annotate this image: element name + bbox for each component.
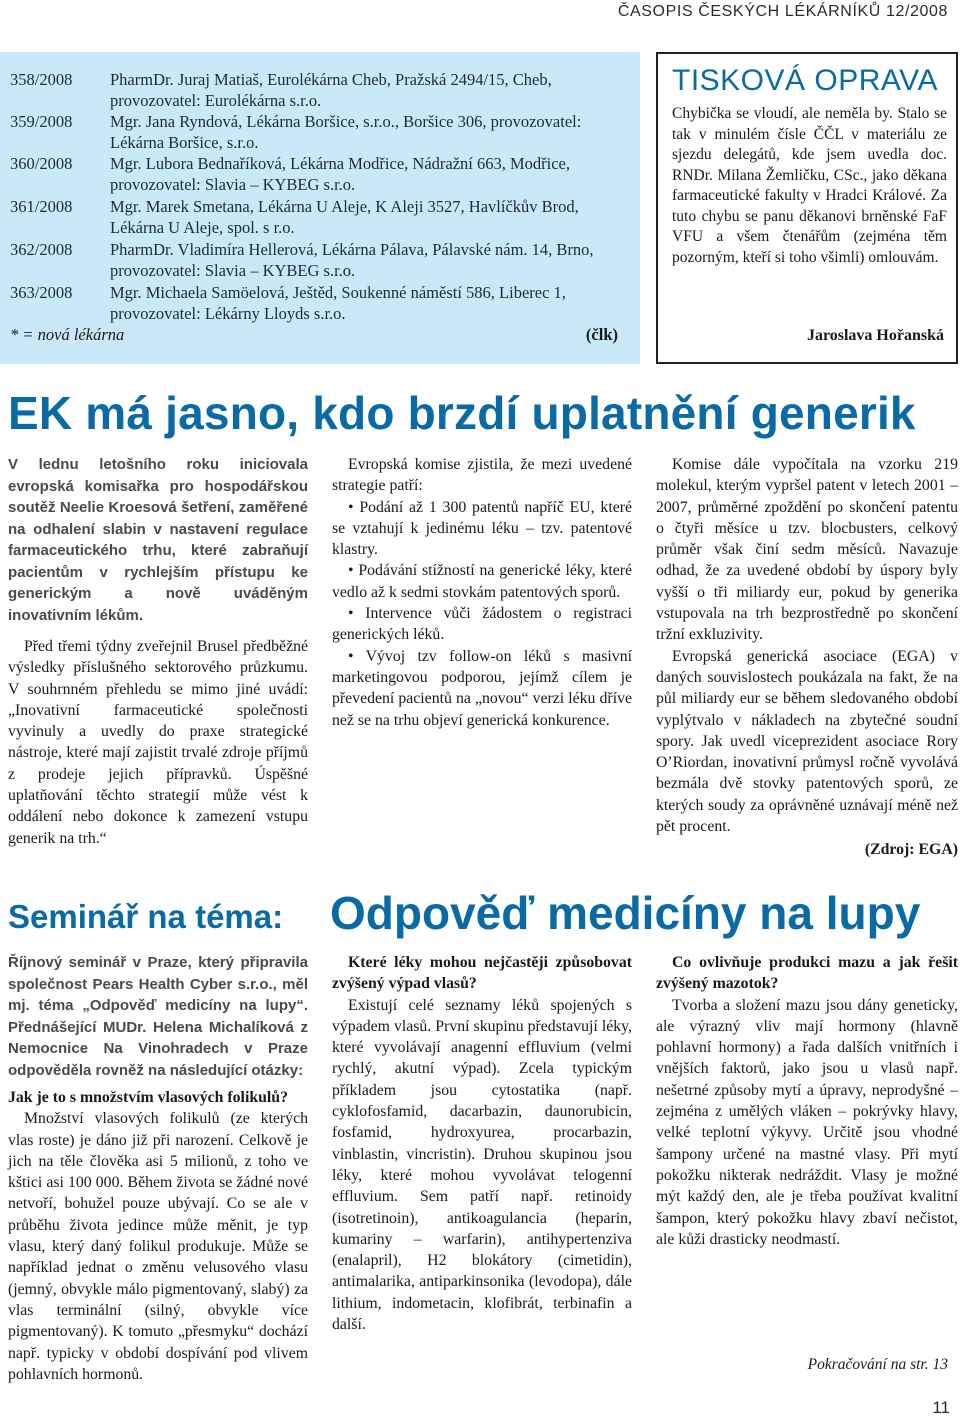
registry-number: 362/2008	[10, 240, 73, 259]
press-correction-body: Chybička se vloudí, ale neměla by. Stalo se tak v minulém čísle ČČL v materiálu ze sjezdu delegátů, kde jsem uvedla doc. RNDr. Milana Žemličku, CSc., jako děkana farmaceutické fakulty v Hradci Králové. Za tuto chybu se panu děkanovi brněnské FaF VFU a všem čtenářům (zejména těm pozorným, kteří si toho všimli) omlouvám.	[672, 105, 947, 266]
article2-answer: Množství vlasových folikulů (ze kterých vlas roste) je dáno již při narození. Celkově je jich na těle člověka asi 5 milionů, z toho ve kštici asi 100 000. Během života se žádné nové netvoří, bohužel pouze ubývají. Co se ale v průběhu života jedince může měnit, je typ vlasu, který daný folikul produkuje. Může se například jednat o změnu velusového vlasu (jemný, obvykle málo pigmentovaný, slabý) za vlas terminální (silný, obvykle více pigmentovaný). K tomuto „přesmyku“ dochází např. typicky v období dospívání pod vlivem pohlavních hormonů.	[8, 1110, 308, 1383]
article2-question: Které léky mohou nejčastěji způsobovat zvýšený výpad vlasů?	[332, 954, 632, 993]
article1-column-3	[656, 454, 958, 861]
registry-text: Mgr. Marek Smetana, Lékárna U Aleje, K Aleji 3527, Havlíčkův Brod, Lékárna U Aleje, spol. s r.o.	[110, 197, 579, 237]
article1-paragraph: Před třemi týdny zveřejnil Brusel předběžné výsledky příslušného sektorového průzkumu. V souhrnném přehledu se mimo jiné uvádí: „Inovativní farmaceutické společnosti vyvinuly a uvedly do praxe strategické nástroje, které mají zajistit trvalé zdroje příjmů z prodeje jejich přípravků. Úspěšné uplatňování těchto strategií může vést k oddálení nebo dokonce k zamezení vstupu generik na trh.“	[8, 638, 308, 847]
registry-text: PharmDr. Juraj Matiaš, Eurolékárna Cheb, Pražská 2494/15, Cheb, provozovatel: Eurolékárna s.r.o.	[110, 70, 552, 110]
article2-answer: Existují celé seznamy léků spojených s výpadem vlasů. První skupinu představují léky, které vyvolávají anagenní effluvium (velmi rychlý, akutní výpad). Zcela typickým příkladem jsou cytostatika (např. cyklofosfamid, dacarbazin, daunorubicin, fosfamid, hydroxyurea, procarbazin, vinblastin, vincristin). Druhou skupinou jsou léky, které mohou vyvolávat telogenní effluvium. Sem patří např. retinoidy (isotretinoin), antikoagulancia (heparin, kumariny – warfarin), antihypertenziva (enalapril), H2 blokátory (cimetidin), antimalarika, antiparkinsonika (levodopa), dále lithium, indometacin, klofibrát, terbinafin a další.	[332, 996, 632, 1334]
signature-text: Jaroslava Hořanská	[806, 327, 944, 344]
article1-bullet: • Podávání stížností na generické léky, které vedlo až k sedmi stovkám patentových sporů.	[332, 562, 632, 601]
article2-answer: Tvorba a složení mazu jsou dány geneticky, ale výrazný vliv mají hormony (hlavně pohlavní hormony) a řada dalších vnitřních i vnějších faktorů, jako jsou u vlasů např. nešetrné způsoby mytí a úpravy, neprodyšné – zejména z umělých vláken – pokrývky hlavy, velké teplotní výkyvy. Určitě jsou vhodné šampony určené na mastné vlasy. Při mytí pokožku nikterak nedráždit. Vlasy je možné mýt každý den, ale je třeba používat kvalitní šampon, který pokožku hlavy zbaví nečistot, ale kůži drasticky neodmastí.	[656, 996, 958, 1248]
article-headline-dandruff: Odpověď medicíny na lupy	[330, 887, 921, 939]
article1-paragraph: Komise dále vypočítala na vzorku 219 molekul, kterým vypršel patent v letech 2001 – 2007, průměrné zpoždění po skončení patentu o čtyři měsíce u tzv. blocbusters, celkový průměr však činí sedm měsíců. Navazuje odhad, že za uvedené období by úspory byly vyšší o tři miliardy eur, pokud by generika vstupovala na trh bezprostředně po skončení tržní exkluzivity.	[656, 456, 958, 644]
registry-text: Mgr. Michaela Samöelová, Ještěd, Soukenné náměstí 586, Liberec 1, provozovatel: Lékárny Lloyds s.r.o.	[110, 283, 566, 323]
press-correction-title: TISKOVÁ OPRAVA	[672, 64, 938, 97]
article1-paragraph: Evropská komise zjistila, že mezi uvedené strategie patří:	[332, 456, 632, 495]
article2-column-3	[656, 952, 958, 1250]
article1-column-1	[8, 454, 308, 849]
article2-question: Co ovlivňuje produkci mazu a jak řešit zvýšený mazotok?	[656, 954, 958, 993]
article1-column-2	[332, 454, 632, 731]
registry-number: 359/2008	[10, 112, 73, 131]
article2-column-2	[332, 952, 632, 1335]
registry-number: 361/2008	[10, 197, 73, 216]
registry-number: 360/2008	[10, 154, 73, 173]
article2-column-1	[8, 952, 308, 1385]
new-pharmacy-footnote: * = nová lékárna	[10, 325, 125, 344]
article1-bullet: • Vývoj tzv follow-on léků s masivní marketingovou podporou, jejímž cílem je převedení pacientů na „novou“ verzi léku dříve než se na trhu objeví generická konkurence.	[332, 647, 632, 729]
registry-text: Mgr. Jana Ryndová, Lékárna Boršice, s.r.o., Boršice 306, provozovatel: Lékárna Boršice, s.r.o.	[110, 112, 582, 152]
continued-note: Pokračování na str. 13	[807, 1356, 948, 1373]
page-number: 11	[932, 1398, 950, 1417]
article1-lead: V lednu letošního roku iniciovala evropská komisařka pro hospodářskou soutěž Neelie Kroesová šetření, zaměřené na odhalení slabin v nastavení regulace farmaceutického trhu, které zabraňují pacientům v rychlejším přístupu ke generickým a nově uváděným inovativním lékům.	[8, 456, 308, 624]
article1-paragraph: Evropská generická asociace (EGA) v daných souvislostech poukázala na fakt, že na půl miliardy eur se během sledovaného období vyplýtvalo v nákladech na zbytečné soudní spory. Jak uvedl viceprezident asociace Rory O’Riordan, inovativní průmysl ročně vyvolává bezmála dvě stovky patentových sporů, ze kterých soudy za oprávněné uznávají méně než pět procent.	[656, 647, 958, 836]
article-headline-generics: EK má jasno, kdo brzdí uplatnění generik	[8, 387, 916, 439]
registry-number: 358/2008	[10, 70, 73, 89]
journal-header: ČASOPIS ČESKÝCH LÉKÁRNÍKŮ 12/2008	[617, 3, 948, 20]
registry-text: PharmDr. Vladimíra Hellerová, Lékárna Pálava, Pálavské nám. 14, Brno, provozovatel: Slavia – KYBEG s.r.o.	[110, 240, 594, 280]
seminar-label: Seminář na téma:	[8, 898, 284, 935]
article1-bullet: • Intervence vůči žádostem o registraci generických léků.	[332, 605, 632, 644]
registry-author: (člk)	[585, 325, 618, 344]
article1-source: (Zdroj: EGA)	[864, 841, 958, 859]
article1-bullet: • Podání až 1 300 patentů napříč EU, které se vztahují k jedinému léku – tzv. patentové klastry.	[332, 498, 632, 559]
article2-lead: Říjnový seminář v Praze, který připravila společnost Pears Health Cyber s.r.o., měl mj. téma „Odpověď medicíny na lupy“. Přednášející MUDr. Helena Michalíková z Nemocnice Na Vinohradech v Praze odpověděla rovněž na následující otázky:	[8, 954, 308, 1079]
press-correction-signature	[658, 327, 956, 345]
registry-number: 363/2008	[10, 283, 73, 302]
registry-text: Mgr. Lubora Bednaříková, Lékárna Modřice, Nádražní 663, Modřice, provozovatel: Slavia – KYBEG s.r.o.	[110, 154, 571, 194]
article2-question: Jak je to s množstvím vlasových folikulů?	[8, 1089, 288, 1106]
press-correction-box	[656, 52, 958, 364]
pharmacy-registry-box	[0, 52, 640, 364]
